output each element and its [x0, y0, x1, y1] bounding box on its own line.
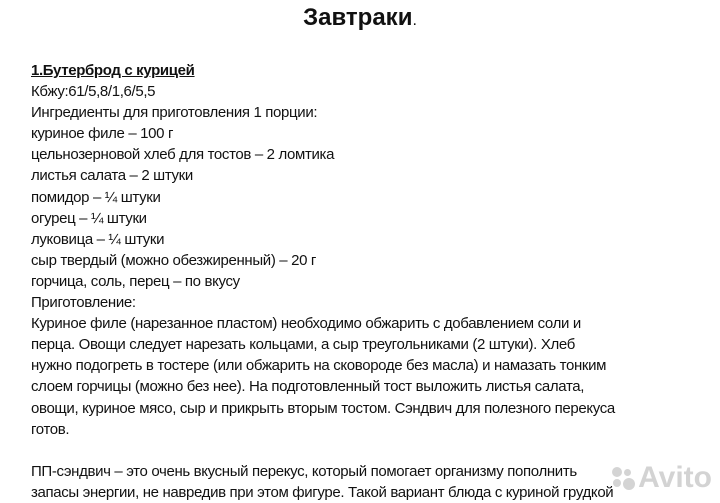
text-line: куриное филе – 100 г [31, 125, 174, 143]
text-line: помидор – ¼ штуки [31, 188, 161, 206]
text-line: ПП-сэндвич – это очень вкусный перекус, который помогает организму пополнить [31, 462, 577, 480]
recipe-body [31, 60, 615, 503]
avito-logo-icon [610, 465, 636, 491]
title-text: Завтраки [303, 4, 413, 31]
watermark-text: Avito [638, 461, 712, 494]
text-line: запасы энергии, не навредив при этом фигуре. Такой вариант блюда с куриной грудкой [31, 483, 614, 501]
text-line: готов. [31, 420, 70, 438]
text-line: слоем горчицы (можно без нее). На подготовленный тост выложить листья салата, [31, 378, 585, 396]
text-line: луковица – ¼ штуки [31, 230, 165, 248]
paragraph-gap [31, 440, 615, 461]
text-line: цельнозерновой хлеб для тостов – 2 ломтика [31, 146, 335, 164]
text-line: овощи, куриное мясо, сыр и прикрыть вторым тостом. Сэндвич для полезного перекуса [31, 399, 615, 417]
text-line: сыр твердый (можно обезжиренный) – 20 г [31, 251, 317, 269]
text-line: Приготовление: [31, 294, 136, 312]
page-title [0, 4, 720, 32]
text-line: перца. Овощи следует нарезать кольцами, а сыр треугольниками (2 штуки). Хлеб [31, 336, 575, 354]
text-line: Кбжу:61/5,8/1,6/5,5 [31, 83, 156, 101]
text-line: Ингредиенты для приготовления 1 порции: [31, 104, 318, 122]
avito-watermark [610, 461, 712, 495]
text-line: горчица, соль, перец – по вкусу [31, 272, 240, 290]
text-line: листья салата – 2 штуки [31, 167, 193, 185]
text-line: нужно подогреть в тостере (или обжарить на сковороде без масла) и намазать тонким [31, 357, 607, 375]
recipe-heading: 1.Бутерброд с курицей [31, 62, 195, 79]
text-line: огурец – ¼ штуки [31, 209, 147, 227]
title-dot: . [412, 12, 417, 29]
text-line: Куриное филе (нарезанное пластом) необходимо обжарить с добавлением соли и [31, 315, 581, 333]
